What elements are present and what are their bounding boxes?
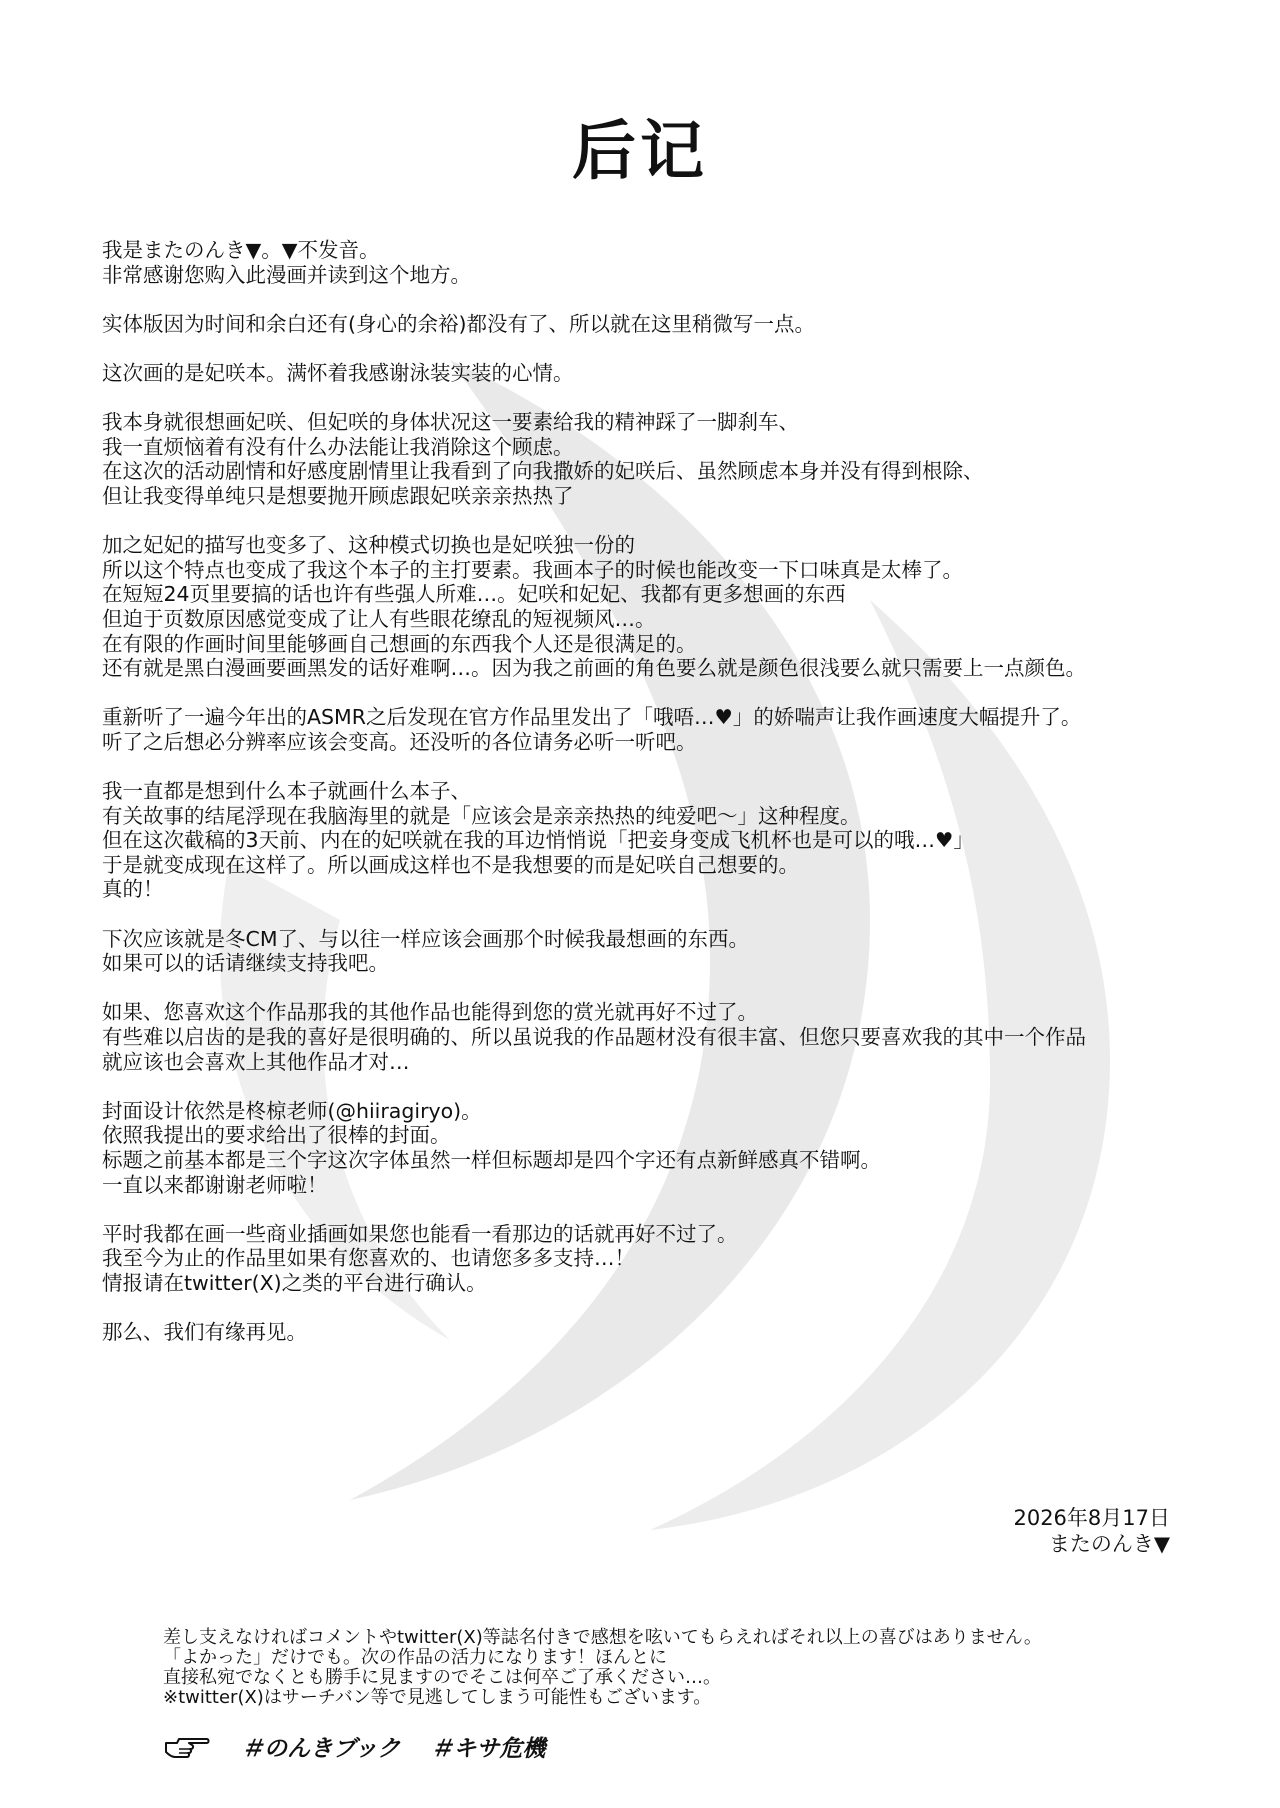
text-line: 我本身就很想画妃咲、但妃咲的身体状况这一要素给我的精神踩了一脚刹车、 xyxy=(102,410,799,435)
pointing-hand-icon xyxy=(163,1734,211,1760)
text-line: 重新听了一遍今年出的ASMR之后发现在官方作品里发出了「哦唔…♥」的娇喘声让我作画速度大幅提升了。 xyxy=(102,705,1082,730)
text-line: 实体版因为时间和余白还有(身心的余裕)都没有了、所以就在这里稍微写一点。 xyxy=(102,311,815,336)
hashtag-label: ＃のんきブック xyxy=(241,1736,401,1762)
footer-line: 差し支えなければコメントやtwitter(X)等誌名付きで感想を呟いてもらえればそれ以上の喜びはありません。 xyxy=(163,1627,1042,1648)
paragraph xyxy=(102,533,1202,681)
paragraph xyxy=(102,1000,1202,1074)
signature-date: 2026年8月17日 xyxy=(1013,1506,1170,1530)
footer-line: 「よかった」だけでも。次の作品の活力になります！ほんとに xyxy=(163,1647,667,1668)
text-line: 但迫于页数原因感觉变成了让人有些眼花缭乱的短视频风…。 xyxy=(102,606,656,631)
text-line: 这次画的是妃咲本。满怀着我感谢泳装实装的心情。 xyxy=(102,360,574,385)
page-title: 后记 xyxy=(572,115,708,189)
text-line: 非常感谢您购入此漫画并读到这个地方。 xyxy=(102,262,471,287)
text-line: 在这次的活动剧情和好感度剧情里让我看到了向我撒娇的妃咲后、虽然顾虑本身并没有得到根除、 xyxy=(102,459,984,484)
footer-note xyxy=(163,1628,1173,1708)
hashtag-label: ＃キサ危機 xyxy=(430,1736,546,1762)
text-line: 我一直都是想到什么本子就画什么本子、 xyxy=(102,779,471,804)
text-line: 但在这次截稿的3天前、内在的妃咲就在我的耳边悄悄说「把妾身变成飞机杯也是可以的哦…♥」 xyxy=(102,828,974,853)
text-line: 依照我提出的要求给出了很棒的封面。 xyxy=(102,1123,451,1148)
afterword-body xyxy=(102,238,1202,1369)
footer-line: ※twitter(X)はサーチバン等で見逃してしまう可能性もございます。 xyxy=(163,1687,712,1708)
footer-line: 直接私宛でなくとも勝手に見ますのでそこは何卒ご了承ください…。 xyxy=(163,1667,721,1688)
text-line: 一直以来都谢谢老师啦！ xyxy=(102,1172,328,1197)
text-line: 那么、我们有缘再见。 xyxy=(102,1320,307,1345)
text-line: 封面设计依然是柊椋老师(@hiiragiryo)。 xyxy=(102,1098,482,1123)
text-line: 真的！ xyxy=(102,877,164,902)
text-line: 标题之前基本都是三个字这次字体虽然一样但标题却是四个字还有点新鲜感真不错啊。 xyxy=(102,1147,881,1172)
text-line: 有些难以启齿的是我的喜好是很明确的、所以虽说我的作品题材没有很丰富、但您只要喜欢我的其中一个作品 xyxy=(102,1025,1086,1049)
paragraph xyxy=(102,705,1202,754)
text-line: 在短短24页里要搞的话也许有些强人所难…。妃咲和妃妃、我都有更多想画的东西 xyxy=(102,582,846,607)
paragraph xyxy=(102,312,1202,337)
text-line: 平时我都在画一些商业插画如果您也能看一看那边的话就再好不过了。 xyxy=(102,1221,738,1246)
paragraph xyxy=(102,238,1202,287)
text-line: 听了之后想必分辨率应该会变高。还没听的各位请务必听一听吧。 xyxy=(102,729,697,754)
text-line: 我至今为止的作品里如果有您喜欢的、也请您多多支持…！ xyxy=(102,1246,635,1271)
text-line: 情报请在twitter(X)之类的平台进行确认。 xyxy=(102,1270,487,1295)
text-line: 下次应该就是冬CM了、与以往一样应该会画那个时候我最想画的东西。 xyxy=(102,926,749,951)
text-line: 加之妃妃的描写也变多了、这种模式切换也是妃咲独一份的 xyxy=(102,533,635,558)
text-line: 我是またのんき▼。▼不发音。 xyxy=(102,238,380,262)
paragraph xyxy=(102,779,1202,902)
paragraph xyxy=(102,361,1202,386)
text-line: 所以这个特点也变成了我这个本子的主打要素。我画本子的时候也能改变一下口味真是太棒了。 xyxy=(102,557,963,582)
paragraph xyxy=(102,1222,1202,1296)
text-line: 我一直烦恼着有没有什么办法能让我消除这个顾虑。 xyxy=(102,434,574,459)
text-line: 于是就变成现在这样了。所以画成这样也不是我想要的而是妃咲自己想要的。 xyxy=(102,852,799,877)
text-line: 如果可以的话请继续支持我吧。 xyxy=(102,951,389,976)
text-line: 如果、您喜欢这个作品那我的其他作品也能得到您的赏光就再好不过了。 xyxy=(102,1000,758,1025)
signature-block xyxy=(1013,1505,1170,1557)
hashtag-row xyxy=(163,1730,545,1763)
paragraph xyxy=(102,927,1202,976)
text-line: 在有限的作画时间里能够画自己想画的东西我个人还是很满足的。 xyxy=(102,631,697,656)
text-line: 就应该也会喜欢上其他作品才对… xyxy=(102,1049,410,1074)
signature-author: またのんき▼ xyxy=(1048,1532,1170,1556)
paragraph xyxy=(102,1099,1202,1197)
text-line: 但让我变得单纯只是想要抛开顾虑跟妃咲亲亲热热了 xyxy=(102,483,574,508)
text-line: 还有就是黑白漫画要画黑发的话好难啊…。因为我之前画的角色要么就是颜色很浅要么就只需要上一点颜色。 xyxy=(102,656,1086,681)
paragraph xyxy=(102,410,1202,508)
text-line: 有关故事的结尾浮现在我脑海里的就是「应该会是亲亲热热的纯爱吧～」这种程度。 xyxy=(102,803,861,828)
paragraph xyxy=(102,1320,1202,1345)
